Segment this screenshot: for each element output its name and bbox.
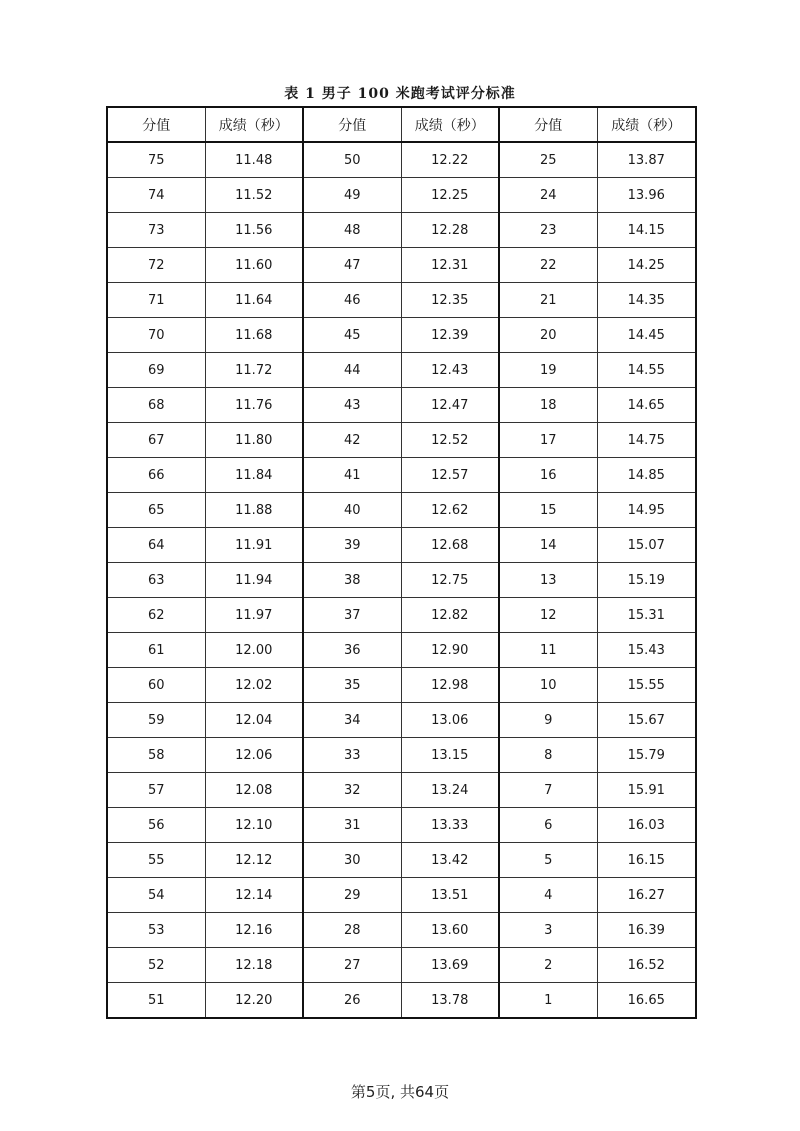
time-cell: 12.82	[401, 598, 499, 633]
score-cell: 16	[499, 458, 597, 493]
score-cell: 49	[303, 178, 401, 213]
time-cell: 12.98	[401, 668, 499, 703]
time-cell: 14.65	[597, 388, 696, 423]
score-cell: 17	[499, 423, 597, 458]
table-row	[107, 388, 696, 423]
score-cell: 47	[303, 248, 401, 283]
score-cell: 20	[499, 318, 597, 353]
time-cell: 12.52	[401, 423, 499, 458]
time-cell: 14.45	[597, 318, 696, 353]
table-row	[107, 598, 696, 633]
score-cell: 74	[107, 178, 205, 213]
score-cell: 43	[303, 388, 401, 423]
score-cell: 21	[499, 283, 597, 318]
score-cell: 42	[303, 423, 401, 458]
score-cell: 1	[499, 983, 597, 1019]
table-row	[107, 983, 696, 1019]
score-cell: 18	[499, 388, 597, 423]
score-cell: 75	[107, 142, 205, 178]
time-cell: 12.47	[401, 388, 499, 423]
time-cell: 16.52	[597, 948, 696, 983]
time-cell: 16.27	[597, 878, 696, 913]
score-cell: 71	[107, 283, 205, 318]
table-body	[107, 142, 696, 1018]
time-cell: 12.06	[205, 738, 303, 773]
score-cell: 6	[499, 808, 597, 843]
time-cell: 12.43	[401, 353, 499, 388]
table-row	[107, 913, 696, 948]
time-cell: 11.72	[205, 353, 303, 388]
score-cell: 46	[303, 283, 401, 318]
time-cell: 11.56	[205, 213, 303, 248]
time-cell: 12.04	[205, 703, 303, 738]
time-cell: 12.16	[205, 913, 303, 948]
time-cell: 12.22	[401, 142, 499, 178]
time-cell: 14.55	[597, 353, 696, 388]
score-cell: 51	[107, 983, 205, 1019]
time-cell: 13.96	[597, 178, 696, 213]
time-cell: 12.20	[205, 983, 303, 1019]
table-row	[107, 843, 696, 878]
time-cell: 13.60	[401, 913, 499, 948]
time-cell: 11.80	[205, 423, 303, 458]
score-cell: 40	[303, 493, 401, 528]
score-cell: 60	[107, 668, 205, 703]
score-cell: 65	[107, 493, 205, 528]
score-cell: 2	[499, 948, 597, 983]
time-cell: 11.48	[205, 142, 303, 178]
time-cell: 12.02	[205, 668, 303, 703]
time-cell: 15.19	[597, 563, 696, 598]
score-cell: 57	[107, 773, 205, 808]
time-cell: 11.52	[205, 178, 303, 213]
time-cell: 12.14	[205, 878, 303, 913]
score-cell: 27	[303, 948, 401, 983]
time-cell: 15.31	[597, 598, 696, 633]
table-row	[107, 878, 696, 913]
score-cell: 14	[499, 528, 597, 563]
score-cell: 55	[107, 843, 205, 878]
score-cell: 54	[107, 878, 205, 913]
time-cell: 12.28	[401, 213, 499, 248]
score-cell: 41	[303, 458, 401, 493]
table-row	[107, 213, 696, 248]
time-cell: 14.15	[597, 213, 696, 248]
score-cell: 37	[303, 598, 401, 633]
time-cell: 14.75	[597, 423, 696, 458]
score-cell: 19	[499, 353, 597, 388]
time-cell: 16.65	[597, 983, 696, 1019]
time-cell: 13.15	[401, 738, 499, 773]
time-cell: 12.25	[401, 178, 499, 213]
time-cell: 12.75	[401, 563, 499, 598]
time-cell: 11.64	[205, 283, 303, 318]
table-row	[107, 528, 696, 563]
score-cell: 59	[107, 703, 205, 738]
table-row	[107, 178, 696, 213]
score-cell: 34	[303, 703, 401, 738]
table-row	[107, 423, 696, 458]
score-cell: 11	[499, 633, 597, 668]
time-cell: 12.39	[401, 318, 499, 353]
score-cell: 64	[107, 528, 205, 563]
header-score: 分值	[303, 107, 401, 142]
time-cell: 12.00	[205, 633, 303, 668]
time-cell: 12.57	[401, 458, 499, 493]
score-cell: 4	[499, 878, 597, 913]
score-cell: 48	[303, 213, 401, 248]
score-cell: 9	[499, 703, 597, 738]
table-caption: 表 1 男子 100 米跑考试评分标准	[284, 86, 516, 102]
header-score: 分值	[499, 107, 597, 142]
time-cell: 13.42	[401, 843, 499, 878]
header-time: 成绩（秒）	[597, 107, 696, 142]
table-row	[107, 808, 696, 843]
time-cell: 13.87	[597, 142, 696, 178]
time-cell: 11.84	[205, 458, 303, 493]
time-cell: 15.07	[597, 528, 696, 563]
time-cell: 16.15	[597, 843, 696, 878]
table-row	[107, 318, 696, 353]
table-row	[107, 948, 696, 983]
score-cell: 66	[107, 458, 205, 493]
score-cell: 22	[499, 248, 597, 283]
score-cell: 12	[499, 598, 597, 633]
score-cell: 70	[107, 318, 205, 353]
table-header	[107, 107, 696, 142]
time-cell: 14.35	[597, 283, 696, 318]
table-row	[107, 142, 696, 178]
score-cell: 45	[303, 318, 401, 353]
table-row	[107, 703, 696, 738]
table-row	[107, 458, 696, 493]
time-cell: 11.91	[205, 528, 303, 563]
header-row	[107, 107, 696, 142]
time-cell: 15.67	[597, 703, 696, 738]
time-cell: 15.91	[597, 773, 696, 808]
time-cell: 16.03	[597, 808, 696, 843]
score-cell: 23	[499, 213, 597, 248]
time-cell: 12.68	[401, 528, 499, 563]
time-cell: 15.55	[597, 668, 696, 703]
table-row	[107, 563, 696, 598]
time-cell: 12.90	[401, 633, 499, 668]
time-cell: 12.35	[401, 283, 499, 318]
score-cell: 31	[303, 808, 401, 843]
score-cell: 25	[499, 142, 597, 178]
score-cell: 72	[107, 248, 205, 283]
score-cell: 13	[499, 563, 597, 598]
table-row	[107, 668, 696, 703]
time-cell: 12.08	[205, 773, 303, 808]
score-cell: 73	[107, 213, 205, 248]
table-row	[107, 493, 696, 528]
time-cell: 11.76	[205, 388, 303, 423]
table-row	[107, 633, 696, 668]
time-cell: 14.25	[597, 248, 696, 283]
score-cell: 32	[303, 773, 401, 808]
score-cell: 63	[107, 563, 205, 598]
score-cell: 58	[107, 738, 205, 773]
time-cell: 12.62	[401, 493, 499, 528]
score-cell: 33	[303, 738, 401, 773]
table-row	[107, 248, 696, 283]
time-cell: 15.43	[597, 633, 696, 668]
header-time: 成绩（秒）	[205, 107, 303, 142]
header-time: 成绩（秒）	[401, 107, 499, 142]
score-cell: 35	[303, 668, 401, 703]
time-cell: 11.60	[205, 248, 303, 283]
score-cell: 50	[303, 142, 401, 178]
time-cell: 13.69	[401, 948, 499, 983]
time-cell: 14.85	[597, 458, 696, 493]
time-cell: 13.51	[401, 878, 499, 913]
score-cell: 61	[107, 633, 205, 668]
score-cell: 56	[107, 808, 205, 843]
score-cell: 68	[107, 388, 205, 423]
time-cell: 13.24	[401, 773, 499, 808]
time-cell: 13.78	[401, 983, 499, 1019]
score-cell: 38	[303, 563, 401, 598]
time-cell: 11.68	[205, 318, 303, 353]
score-cell: 3	[499, 913, 597, 948]
score-cell: 7	[499, 773, 597, 808]
page-number: 第5页, 共64页	[350, 1083, 450, 1101]
time-cell: 12.31	[401, 248, 499, 283]
score-cell: 62	[107, 598, 205, 633]
time-cell: 11.88	[205, 493, 303, 528]
header-score: 分值	[107, 107, 205, 142]
time-cell: 11.97	[205, 598, 303, 633]
score-cell: 44	[303, 353, 401, 388]
score-cell: 26	[303, 983, 401, 1019]
table-row	[107, 353, 696, 388]
score-cell: 24	[499, 178, 597, 213]
score-cell: 28	[303, 913, 401, 948]
score-cell: 39	[303, 528, 401, 563]
table-row	[107, 738, 696, 773]
time-cell: 14.95	[597, 493, 696, 528]
table-row	[107, 773, 696, 808]
time-cell: 12.10	[205, 808, 303, 843]
score-cell: 52	[107, 948, 205, 983]
score-cell: 5	[499, 843, 597, 878]
score-cell: 29	[303, 878, 401, 913]
time-cell: 16.39	[597, 913, 696, 948]
time-cell: 12.18	[205, 948, 303, 983]
time-cell: 15.79	[597, 738, 696, 773]
score-cell: 53	[107, 913, 205, 948]
score-cell: 15	[499, 493, 597, 528]
score-cell: 69	[107, 353, 205, 388]
time-cell: 11.94	[205, 563, 303, 598]
scoring-table	[106, 106, 697, 1019]
table-row	[107, 283, 696, 318]
score-cell: 36	[303, 633, 401, 668]
time-cell: 13.06	[401, 703, 499, 738]
time-cell: 12.12	[205, 843, 303, 878]
score-cell: 10	[499, 668, 597, 703]
score-cell: 8	[499, 738, 597, 773]
score-cell: 67	[107, 423, 205, 458]
score-cell: 30	[303, 843, 401, 878]
time-cell: 13.33	[401, 808, 499, 843]
